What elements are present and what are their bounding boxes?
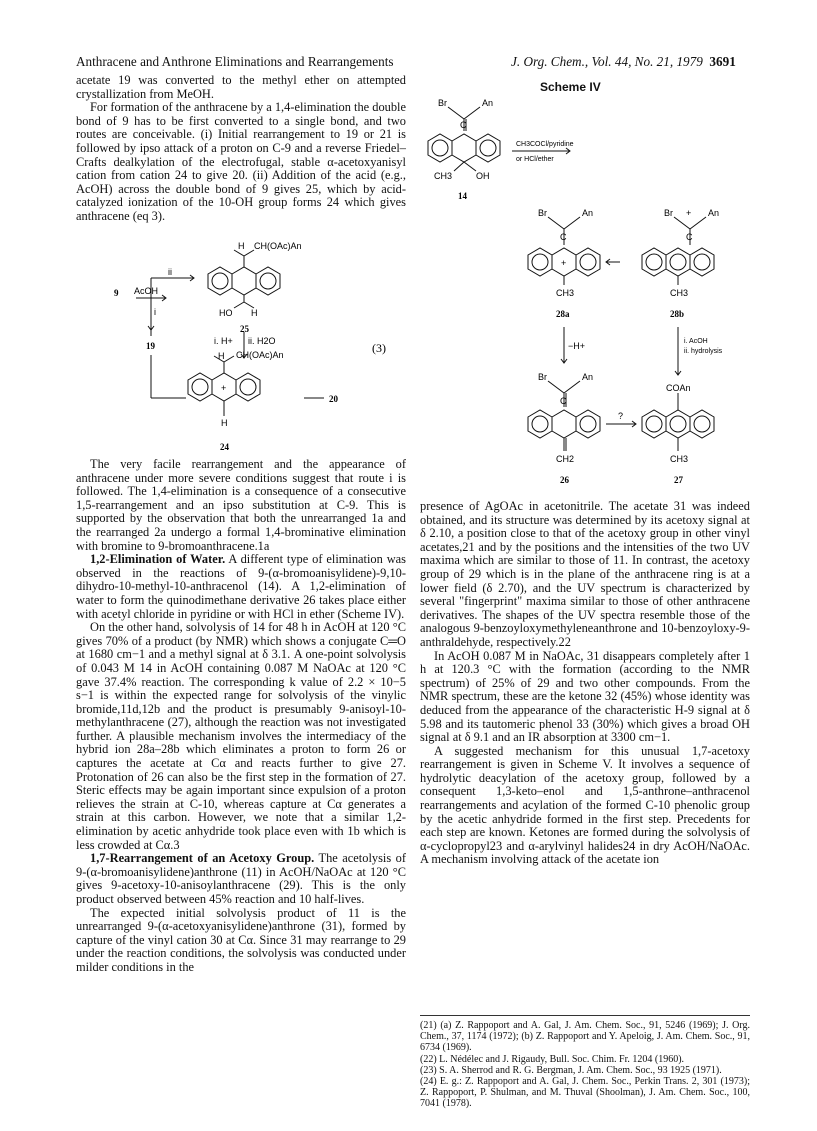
left-column-continued [76,458,406,975]
compound-26-label: 26 [560,475,569,485]
eq-arrow-ii: ii [168,267,172,277]
footnote-22: (22) L. Nédélec and J. Rigaudy, Bull. Soc. Chim. Fr. 1204 (1960). [420,1053,685,1065]
s28b-an: An [708,208,720,218]
s28a-plus: + [561,258,567,268]
s14-oh: OH [476,171,490,181]
footnote-21: (21) (a) Z. Rappoport and A. Gal, J. Am. Chem. Soc., 91, 5246 (1969); J. Org. Chem., 37, 1174 (1972); (b) Z. Rappoport and Y. Apeloig, J. Am. Chem. Soc., 91, 6734 (1969). [420,1020,750,1054]
s14-br: Br [438,98,447,108]
paragraph: On the other hand, solvolysis of 14 for 48 h in AcOH at 120 °C gives 70% of a product (by NMR) which shows a conjugate C═O at 1680 cm−1 and a methyl signal at δ 3.1. A one-point solvolysis of 0.043 M 14 in AcOH containing 0.087 M NaOAc at 120 °C gave 37.4% reaction. The corresponding k value of 2.2 × 10−5 s−1 is within the expected range for solvolysis of the vinylic bromide,11d,12b and the product is presumably 9-anisoyl-10-methylanthracene (27), although the reaction was not investigated further. A plausible mechanism involves the intermediacy of the hybrid ion 28a–28b which eliminates a proton to form 26 or captures the acetate at Cα and reacts further to give 27. Protonation of 26 can also be the first step in the formation of 27. Steric effects may be again important since expulsion of a proton relieves the strain at C-10, whereas capture at Cα generates a strain at this carbon. However, we note that a similar 1,2-elimination by acetic anhydride took place even with 1b which is less crowded at Cα.3 [76,620,406,852]
eq-step-right: ii. H2O [248,336,276,346]
paragraph: The very facile rearrangement and the appearance of anthracene under more severe conditions suggest that route i is followed. The 1,4-elimination is a consequence of a consecutive 1,5-rearrangement and an ipso substitution at C-9. This is supported by the observation that both the unrearranged 1a and the rearranged 2a undergo a formal 1,4-brominative elimination with bromine to 9-bromoanthracene.1a [76,457,406,553]
s26-ch2: CH2 [556,454,575,464]
paragraph: acetate 19 was converted to the methyl ether on attempted crystallization from MeOH. [76,73,406,101]
paragraph: In AcOH 0.087 M in NaOAc, 31 disappears completely after 1 h at 120.3 °C with the formation (according to the NMR spectrum) of 25% of 29 and two other compounds. From the NMR spectrum, these are the ketone 32 (45%) whose identity was deduced from the appearance of the characteristic H-9 signal at δ 5.98 and its tautomeric phenol 33 (30%) which gives a broad OH signal at δ 9.1 and an IR absorption at 3300 cm−1. [420,648,750,745]
eq-ho: HO [219,308,233,318]
s28a-ch3: CH3 [556,288,575,298]
question-mark: ? [618,411,624,421]
eq24-plus: + [221,383,227,393]
s14-ch3: CH3 [434,171,453,181]
section-1-7-rearrangement [76,852,406,906]
equation-3-diagram [76,240,406,460]
paragraph: presence of AgOAc in acetonitrile. The acetate 31 was indeed obtained, and its structure was determined by its acetoxy signal at δ 2.10, a position close to that of the acetoxy group in other vinyl acetates,21 and by the positions and the intensities of the two UV maxima which are similar to those of 11. In contrast, the acetoxy group of 29 which is in the plane of the anthracene ring is at a lower field (δ 2.70), and the UV spectrum is characterized by several "fingerprint" maxima similar to those of other anthracene derivatives. The shapes of the UV spectra resemble those of the analogous 9-benzoyloxymethyleneanthrone and 10-benzoyloxy-9-anthraldehyde, respectively.22 [420,499,750,649]
section-text: The acetolysis of 9-(α-bromoanisylidene)anthrone (11) in AcOH/NaOAc at 120 °C gives 9-acetoxy-10-anisoylanthracene (29). This is the only product observed between 45% reaction and 10 half-lives. [76,851,406,906]
compound-9-label: 9 [114,288,119,298]
s28a-br: Br [538,208,547,218]
equation-number: (3) [372,341,386,355]
s27-coan: COAn [666,383,691,393]
s26-br: Br [538,372,547,382]
s28b-br: Br [664,208,673,218]
footnotes [420,1015,750,1110]
eq-arrow-i: i [154,307,156,317]
eq-arrow-acoh: AcOH [134,286,159,296]
eq24-h-bottom: H [221,418,228,428]
s14-c: C [460,120,467,130]
scheme-iv-diagram [420,95,750,490]
s26-an: An [582,372,594,382]
reagent-acoh: i. AcOH [684,338,708,345]
minus-proton: −H+ [568,341,586,351]
section-1-2-elimination [76,553,406,621]
running-header-title: Anthracene and Anthrone Eliminations and Rearrangements [76,54,394,69]
s28b-c: C [686,232,693,242]
s28b-plus: + [686,208,692,218]
right-column [420,500,750,867]
section-text: A different type of elimination was observed in the reactions of 9-(α-bromoanisylidene)-9,10-dihydro-10-methyl-10-anthracenol (14). A 1,2-elimination of water to form the quinodimethane derivative 26 takes place either with acetyl chloride in pyridine or with HCl in ether (Scheme IV). [76,552,406,621]
scheme-title: Scheme IV [540,80,601,94]
section-heading: 1,7-Rearrangement of an Acetoxy Group. [90,851,315,866]
left-column [76,74,406,224]
compound-27-label: 27 [674,475,683,485]
paragraph: For formation of the anthracene by a 1,4-elimination the double bond of 9 has to be first converted to a single bond, and two routes are conceivable. (i) Initial rearrangement to 19 or 21 is followed by ipso attack of a proton on C-9 and a reverse Friedel–Crafts dealkylation of the electrofugal, stable α-acetoxyanisyl cation from cation 24 to give 20. (ii) Addition of the acid (e.g., AcOH) across the double bond of 9 gives 25, which by acid-catalyzed ionization of the 10-OH group forms 24 which gives anthracene (eq 3). [76,100,406,223]
reagent-hydrolysis: ii. hydrolysis [684,348,723,355]
eq-substituent: CH(OAc)An [254,241,302,251]
eq-h-bottom: H [251,308,258,318]
eq-step-left: i. H+ [214,336,233,346]
compound-20-label: 20 [329,394,338,404]
paragraph: The expected initial solvolysis product of 11 is the unrearranged 9-(α-acetoxyanisylidene)anthrone (31), formed by capture of the vinyl cation 30 at Cα. Since 31 may rearrange to 29 under the reaction conditions, the solvolysis was conducted under milder conditions in the [76,905,406,974]
footnote-rule [420,1015,750,1016]
s28a-c: C [560,232,567,242]
compound-14-label: 14 [458,191,467,201]
s28a-an: An [582,208,594,218]
footnote-24: (24) E. g.: Z. Rappoport and A. Gal, J. Chem. Soc., Perkin Trans. 2, 301 (1973); Z. Rappoport, P. Shulman, and M. Thuval (Shoolman), J. Am. Chem. Soc., 100, 7041 (1978). [420,1076,750,1110]
paragraph: A suggested mechanism for this unusual 1,7-acetoxy rearrangement is given in Scheme V. It involves a sequence of hydrolytic deacylation of the acetoxy group, followed by a consequent 1,3-keto–enol and 1,5-anthrone–anthracenol rearrangements and acylation of the formed C-10 phenolic group by the acetic anhydride formed in the first step. Precedents for each step are known. Ketones are formed during the solvolysis of α-cyclopropyl23 and α-arylvinyl halides24 in dry AcOH/NaOAc. A mechanism involving attack of the acetate ion [420,743,750,867]
compound-28b-label: 28b [670,309,685,319]
reagent-hcl-ether: or HCl/ether [516,156,554,163]
s28b-ch3: CH3 [670,288,689,298]
s26-c: C [560,396,567,406]
eq24-substituent: CH(OAc)An [236,350,284,360]
journal-citation: J. Org. Chem., Vol. 44, No. 21, 1979 [511,54,703,69]
footnote-23: (23) S. A. Sherrod and R. G. Bergman, J. Am. Chem. Soc., 93 1925 (1971). [420,1064,722,1076]
reagent-acetyl-chloride: CH3COCl/pyridine [516,141,574,148]
eq24-h: H [218,351,225,361]
eq-h-top: H [238,241,245,251]
running-header-citation [511,54,736,70]
s27-ch3: CH3 [670,454,689,464]
s14-an: An [482,98,494,108]
compound-19-label: 19 [146,341,155,351]
page-number: 3691 [709,54,736,69]
compound-28a-label: 28a [556,309,570,319]
compound-24-label: 24 [220,442,229,452]
compound-25-label: 25 [240,324,249,334]
section-heading: 1,2-Elimination of Water. [90,552,226,567]
